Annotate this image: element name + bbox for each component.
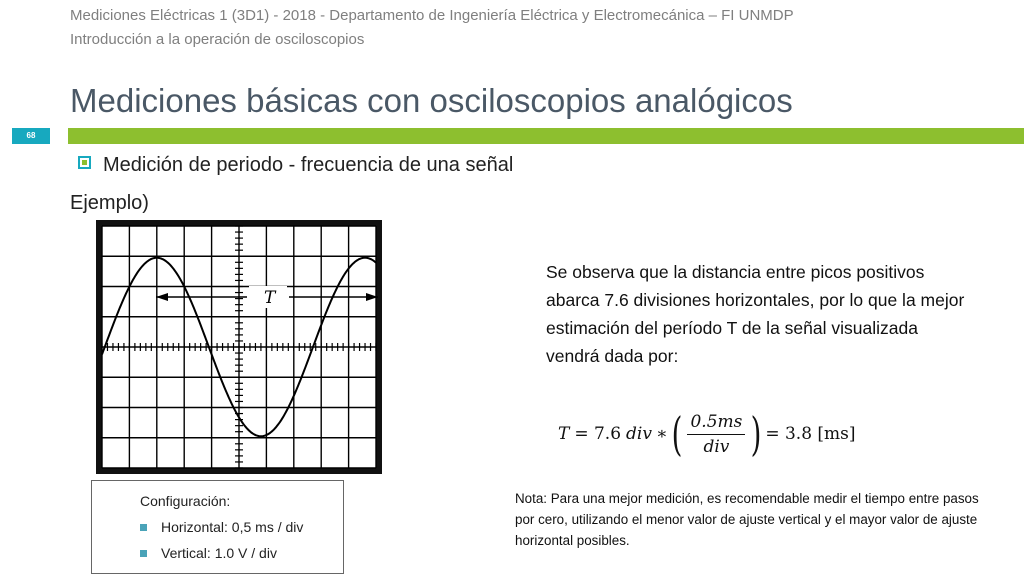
example-label: Ejemplo) (70, 192, 149, 214)
config-item-vertical (140, 545, 277, 561)
title-divider-bar (68, 128, 1024, 144)
right-paren: ) (750, 407, 762, 461)
left-paren: ( (671, 407, 682, 461)
slide-number: 68 (12, 128, 50, 144)
description-text: Se observa que la distancia entre picos positivos abarca 7.6 divisiones horizontales, por lo que la mejor estimación del período T de la señal visualizada vendrá dada por: (546, 262, 965, 366)
fraction-denominator: div (703, 436, 730, 457)
topic-header: Introducción a la operación de osciloscopios (70, 31, 365, 48)
main-bullet-text: Medición de periodo - frecuencia de una señal (103, 154, 514, 176)
formula-eq1: = 7.6 (574, 424, 622, 444)
config-item-text: Horizontal: 0,5 ms / div (161, 519, 304, 535)
configuration-box (91, 480, 344, 574)
formula-fraction (687, 412, 745, 457)
formula-operator: ∗ (655, 424, 668, 444)
bullet-square-icon (140, 550, 147, 557)
note-text: Nota: Para una mejor medición, es recomendable medir el tiempo entre pasos por cero, utilizando el menor valor de ajuste vertical y el mayor valor de ajuste horizontal posibles. (515, 491, 979, 548)
formula-result: = 3.8 [ms] (765, 424, 856, 444)
period-formula (558, 404, 856, 464)
config-item-horizontal (140, 519, 303, 535)
config-item-text: Vertical: 1.0 V / div (161, 545, 277, 561)
config-title: Configuración: (140, 493, 231, 509)
course-header: Mediciones Eléctricas 1 (3D1) - 2018 - Departamento de Ingeniería Eléctrica y Electromecánica – FI UNMDP (70, 7, 794, 24)
oscilloscope-screen (96, 220, 382, 474)
formula-unit: div (626, 424, 652, 444)
formula-lhs: T (558, 424, 570, 444)
bullet-square-icon (140, 524, 147, 531)
main-bullet (78, 154, 513, 177)
slide-title: Mediciones básicas con osciloscopios analógicos (70, 82, 793, 119)
period-label: T (264, 288, 276, 308)
fraction-numerator: 0.5ms (687, 412, 745, 435)
bullet-square-icon (78, 156, 91, 169)
